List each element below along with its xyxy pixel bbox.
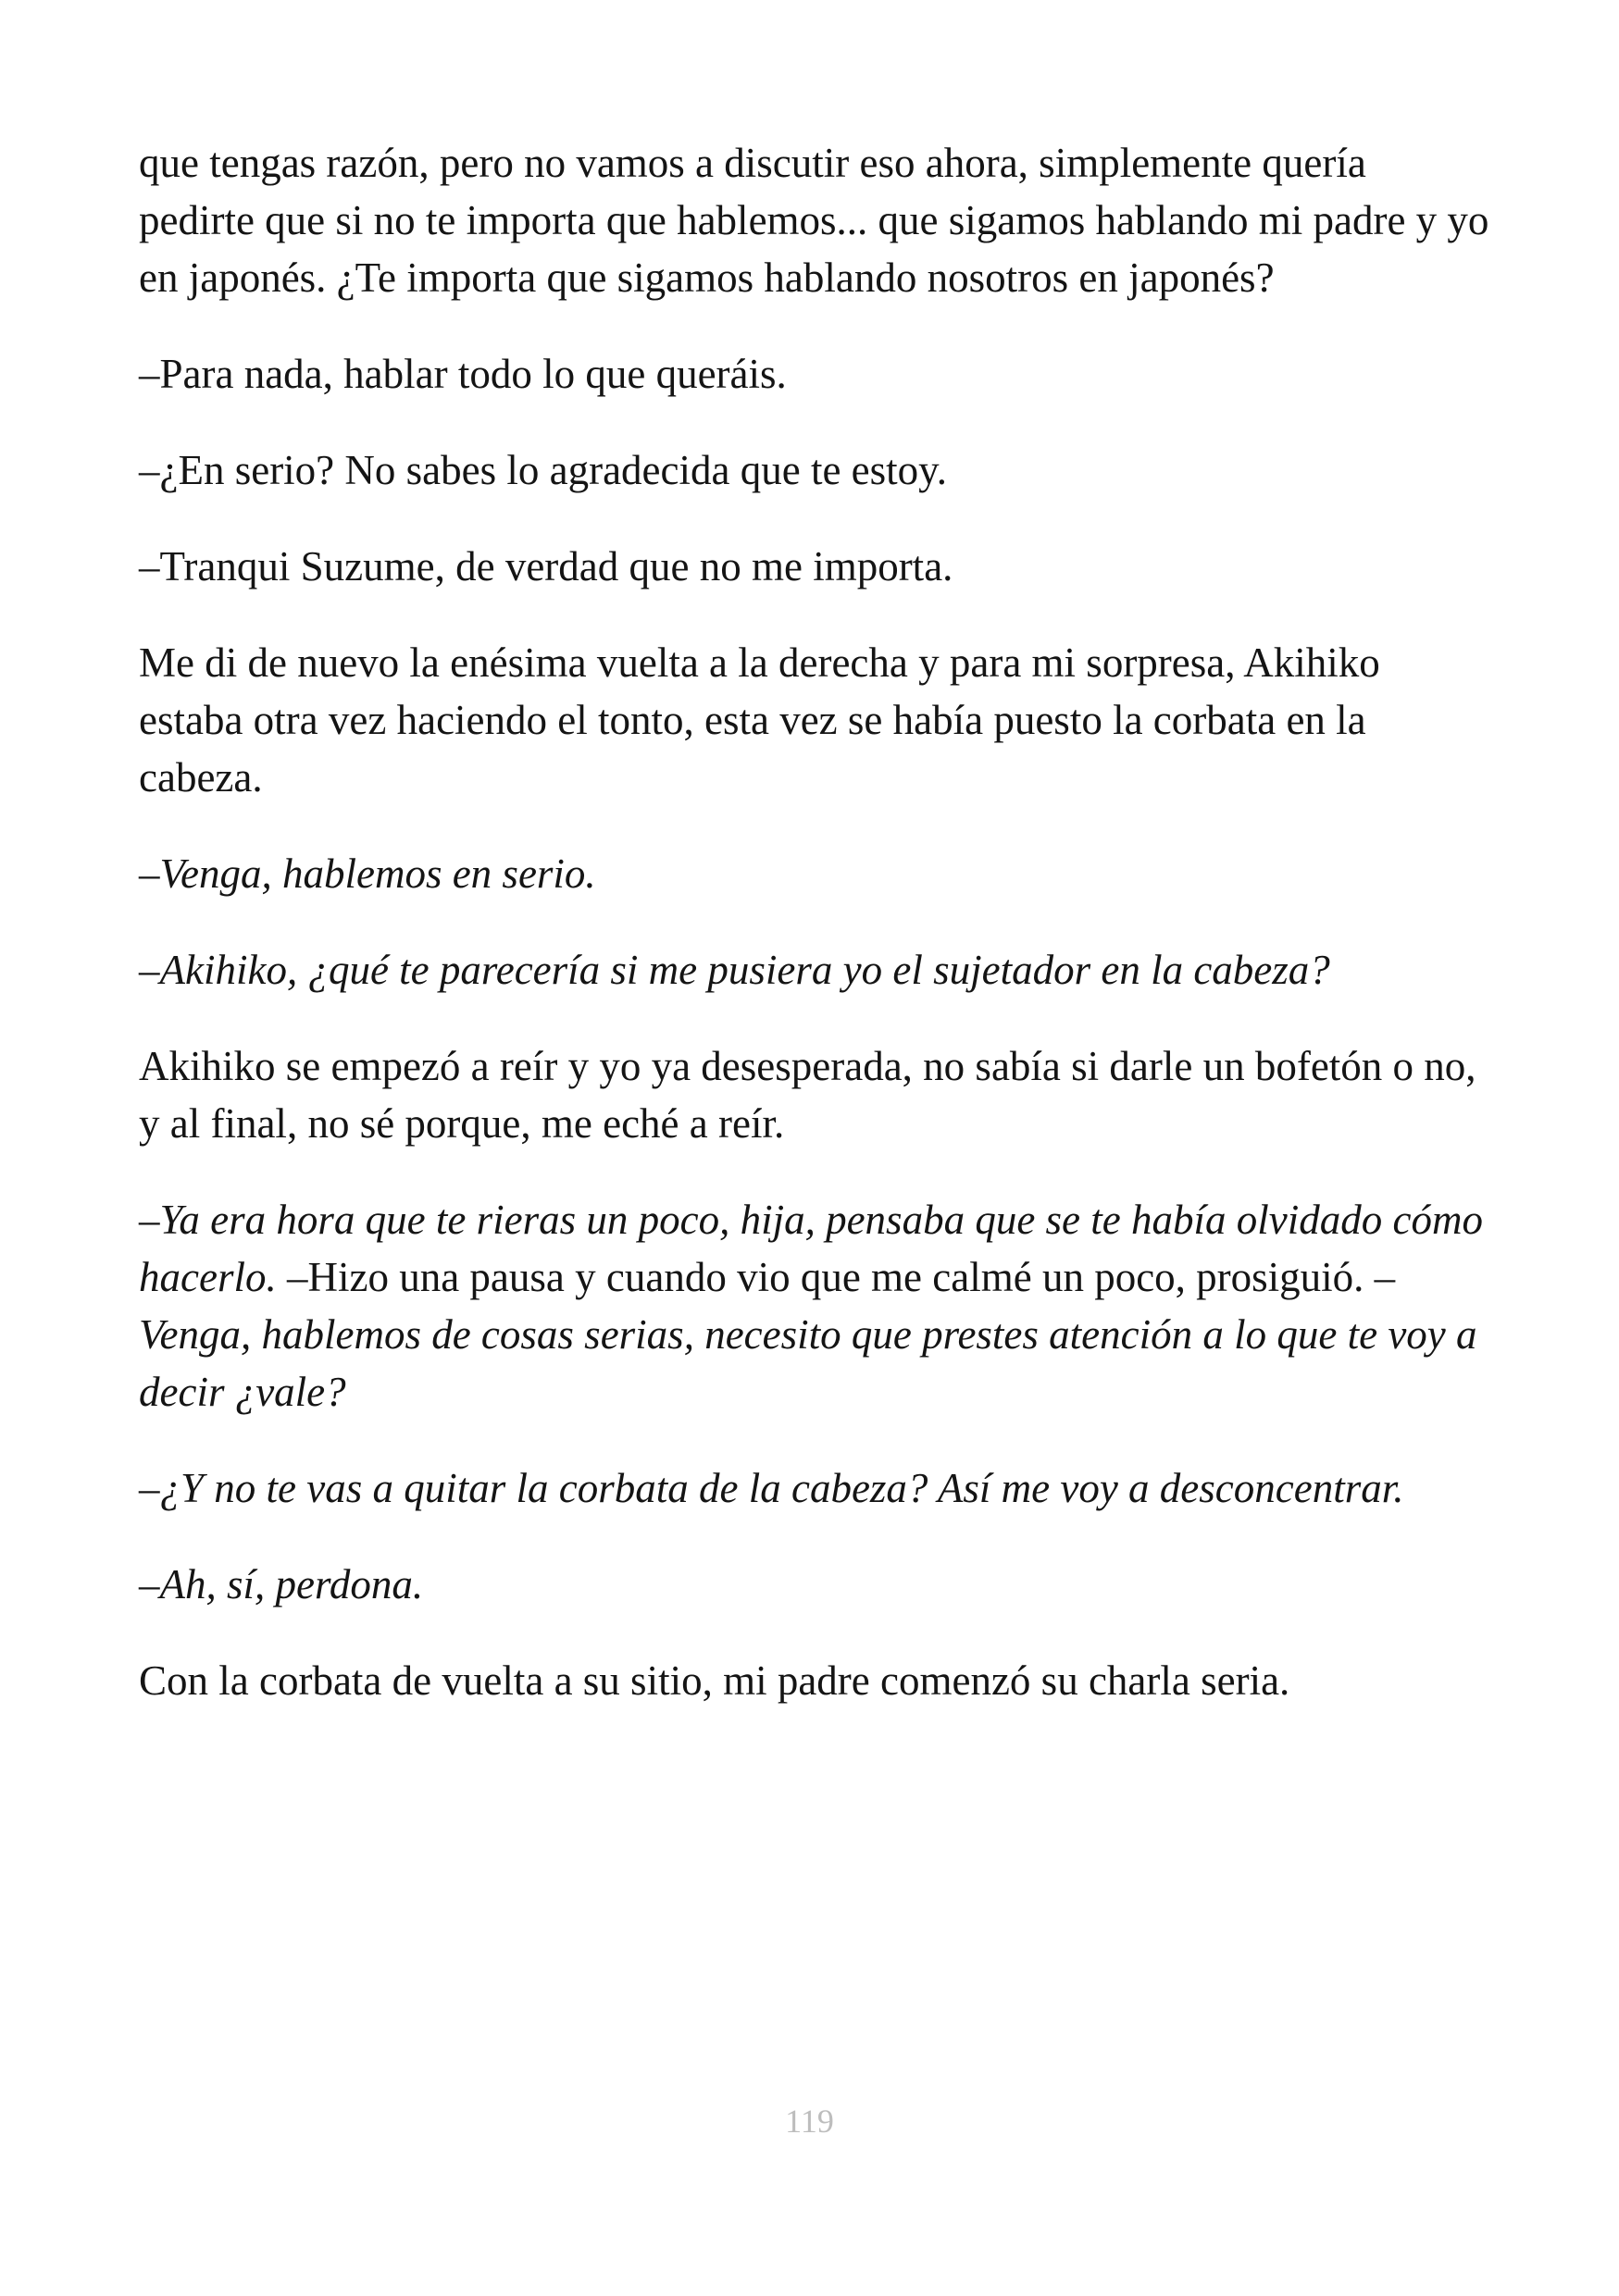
paragraph xyxy=(139,845,1490,902)
paragraph xyxy=(139,134,1490,306)
paragraph xyxy=(139,1037,1490,1152)
paragraph xyxy=(139,634,1490,806)
text-run: – xyxy=(139,850,160,897)
text-run: –Hizo una pausa y cuando vio que me calmé un poco, prosiguió. – xyxy=(276,1254,1396,1300)
text-run: que tengas razón, pero no vamos a discutir eso ahora, simplemente quería pedirte que si no te importa que hablemos... que sigamos hablando mi padre y yo en japonés. ¿Te importa que sigamos hablando nosotros en japonés? xyxy=(139,140,1489,301)
text-run: Me di de nuevo la enésima vuelta a la derecha y para mi sorpresa, Akihiko estaba otra vez haciendo el tonto, esta vez se había puesto la corbata en la cabeza. xyxy=(139,639,1380,800)
text-run: – xyxy=(139,1465,160,1511)
text-run: – xyxy=(139,1561,160,1607)
italic-text-run: Ya era hora que te rieras un poco, hija, pensaba que se te había olvidado cómo hacerlo. xyxy=(139,1197,1483,1300)
text-run: –¿En serio? No sabes lo agradecida que te estoy. xyxy=(139,447,947,493)
paragraph xyxy=(139,1652,1490,1709)
paragraph xyxy=(139,538,1490,595)
paragraph xyxy=(139,1459,1490,1517)
text-run: –Para nada, hablar todo lo que queráis. xyxy=(139,351,787,397)
paragraph xyxy=(139,941,1490,999)
italic-text-run: Akihiko, ¿qué te parecería si me pusiera yo el sujetador en la cabeza? xyxy=(159,947,1330,993)
text-run: Con la corbata de vuelta a su sitio, mi padre comenzó su charla seria. xyxy=(139,1657,1290,1704)
text-run: – xyxy=(139,1197,160,1243)
italic-text-run: Venga, hablemos en serio. xyxy=(159,850,596,897)
text-run: –Tranqui Suzume, de verdad que no me importa. xyxy=(139,543,953,590)
paragraph xyxy=(139,441,1490,499)
italic-text-run: ¿Y no te vas a quitar la corbata de la cabeza? Así me voy a desconcentrar. xyxy=(159,1465,1404,1511)
italic-text-run: Ah, sí, perdona. xyxy=(159,1561,424,1607)
paragraph xyxy=(139,1191,1490,1421)
paragraph xyxy=(139,1556,1490,1613)
paragraph xyxy=(139,345,1490,403)
body-text xyxy=(139,134,1490,1709)
page-number: 119 xyxy=(785,2103,834,2140)
text-run: – xyxy=(139,947,160,993)
text-run: Akihiko se empezó a reír y yo ya desesperada, no sabía si darle un bofetón o no, y al final, no sé porque, me eché a reír. xyxy=(139,1043,1476,1147)
italic-text-run: Venga, hablemos de cosas serias, necesito que prestes atención a lo que te voy a decir ¿vale? xyxy=(139,1311,1477,1415)
